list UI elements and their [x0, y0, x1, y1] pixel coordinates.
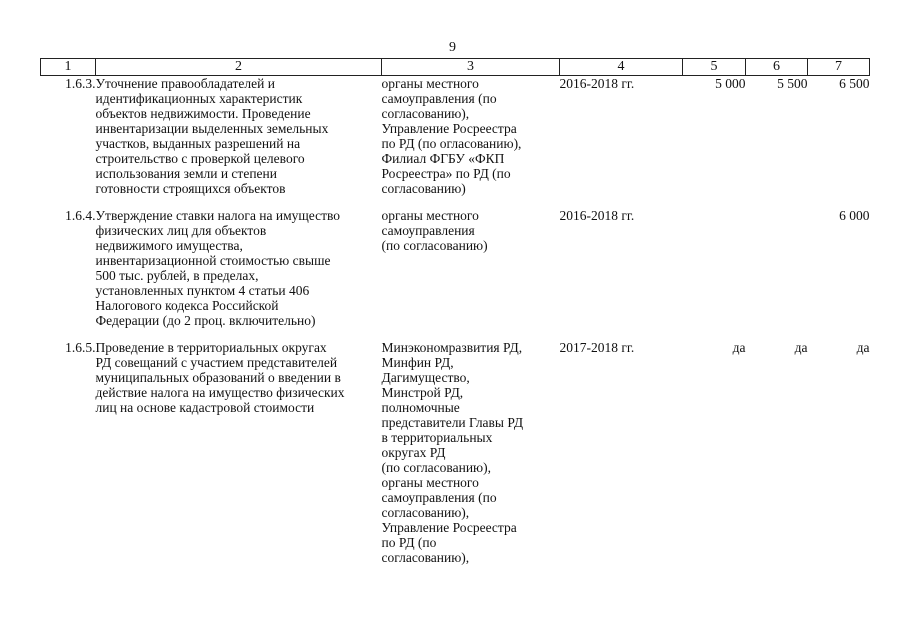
header-col-4: 4 — [560, 59, 683, 76]
row-number: 1.6.4. — [65, 208, 96, 223]
row-spacer — [41, 328, 870, 340]
executor: органы местного самоуправления (по согласованию) — [381, 208, 488, 253]
value-col-5: да — [732, 340, 746, 355]
header-col-3: 3 — [382, 59, 560, 76]
row-spacer — [41, 196, 870, 208]
table-row — [41, 208, 870, 328]
row-number: 1.6.3. — [65, 76, 96, 91]
period: 2017-2018 гг. — [559, 340, 635, 355]
value-col-6: да — [794, 340, 808, 355]
period: 2016-2018 гг. — [559, 208, 635, 223]
column-number-header — [41, 59, 870, 76]
value-col-5: 5 000 — [715, 76, 746, 91]
header-col-5: 5 — [683, 59, 746, 76]
executor: Минэкономразвития РД, Минфин РД, Дагимущество, Минстрой РД, полномочные представители Главы РД в территориальных округах РД (по согласованию), органы местного самоуправления (по согласованию), Управление Росреестра по РД (по согласованию), — [381, 340, 524, 565]
table-row — [41, 76, 870, 197]
header-col-6: 6 — [746, 59, 808, 76]
value-col-7: 6 000 — [839, 208, 870, 223]
measure-name: Уточнение правообладателей и идентификационных характеристик объектов недвижимости. Проведение инвентаризации выделенных земельных участков, выданных разрешений на строительство с проверкой целевого использования земли и степени готовности строящихся объектов — [95, 76, 329, 196]
value-col-7: 6 500 — [839, 76, 870, 91]
table-row — [41, 340, 870, 565]
executor: органы местного самоуправления (по согласованию), Управление Росреестра по РД (по огласованию), Филиал ФГБУ «ФКП Росреестра» по РД (по согласованию) — [381, 76, 522, 196]
measures-table — [40, 58, 870, 565]
period: 2016-2018 гг. — [559, 76, 635, 91]
value-col-7: да — [856, 340, 870, 355]
header-col-2: 2 — [96, 59, 382, 76]
row-number: 1.6.5. — [65, 340, 96, 355]
page-number: 9 — [449, 40, 456, 55]
value-col-6: 5 500 — [777, 76, 808, 91]
header-col-7: 7 — [808, 59, 870, 76]
value-col-5 — [683, 208, 746, 328]
header-col-1: 1 — [41, 59, 96, 76]
measure-name: Проведение в территориальных округах РД совещаний с участием представителей муниципальных образований о введении в действие налога на имущество физических лиц на основе кадастровой стоимости — [95, 340, 345, 415]
value-col-6 — [746, 208, 808, 328]
measure-name: Утверждение ставки налога на имущество физических лиц для объектов недвижимого имущества, инвентаризационной стоимостью свыше 500 тыс. рублей, в пределах, установленных пунктом 4 статьи 406 Налогового кодекса Российской Федерации (до 2 проц. включительно) — [95, 208, 341, 328]
